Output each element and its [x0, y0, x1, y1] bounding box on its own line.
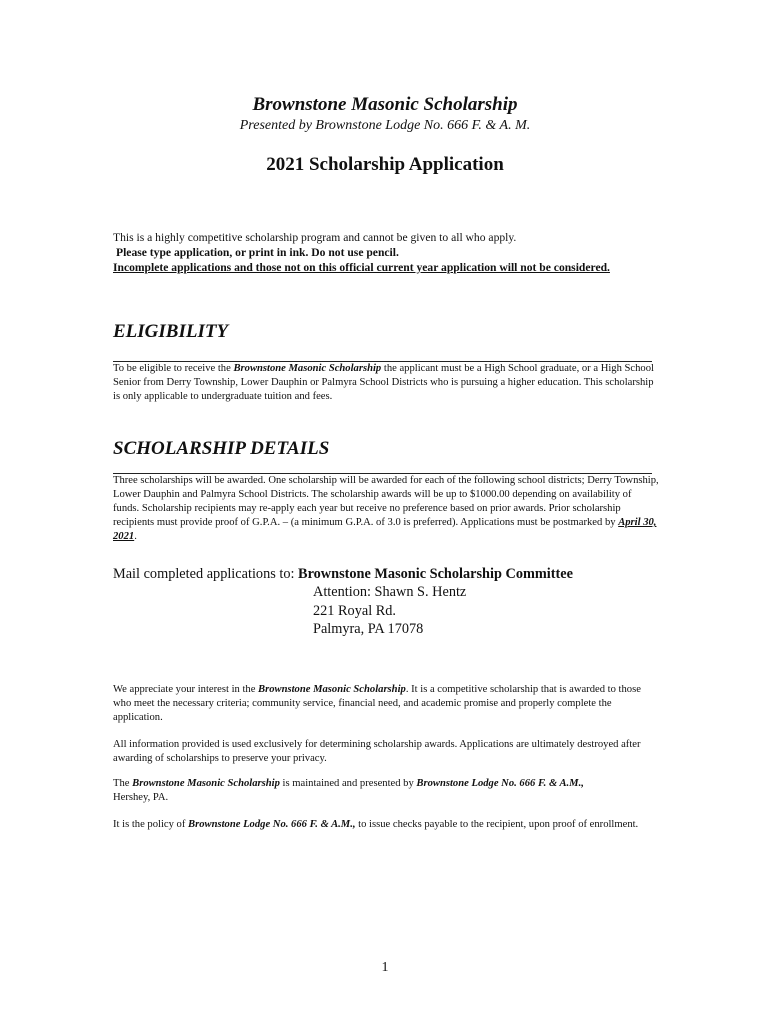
privacy-paragraph: All information provided is used exclusively for determining scholarship awards. Applications are ultimately destroyed after awarding of scholarships to preserve your privacy.: [113, 739, 641, 764]
mail-instruction: [113, 565, 573, 584]
text: It is the policy of: [113, 819, 189, 830]
lodge-name: Brownstone Lodge No. 666 F. & A.M.,: [416, 778, 584, 789]
address-attention: Attention: Shawn S. Hentz: [313, 584, 467, 600]
scholarship-name: Brownstone Masonic Scholarship: [132, 778, 280, 789]
maintained-paragraph: [113, 777, 659, 805]
incomplete-warning: Incomplete applications and those not on this official current year application will not be considered.: [113, 261, 610, 274]
mailing-address: [313, 583, 466, 639]
deadline: April 30, 2021: [113, 517, 657, 542]
page-number: 1: [381, 960, 389, 975]
mail-label: Mail completed applications to:: [113, 566, 299, 582]
policy-paragraph: [113, 818, 659, 832]
lodge-name: Brownstone Lodge No. 666 F. & A.M.,: [188, 819, 356, 830]
text: the applicant must be a High School graduate, or a High School Senior from Derry Township, Lower Dauphin or Palmyra School Districts who is pursuing a higher education. This scholarship is only applicable to undergraduate tuition and fees.: [113, 363, 654, 402]
document-title: Brownstone Masonic Scholarship: [252, 94, 518, 115]
document-subtitle: Presented by Brownstone Lodge No. 666 F. & A. M.: [239, 118, 531, 133]
mail-recipient: Brownstone Masonic Scholarship Committee: [298, 566, 573, 582]
text: Three scholarships will be awarded. One scholarship will be awarded for each of the following school districts; Derry Township, Lower Dauphin and Palmyra School Districts. The scholarship awards will be up to $1000.00 depending on availability of funds. Scholarship recipients may re-apply each year but receive no preference based on prior awards. Prior scholarship recipients must provide proof of G.P.A. – (a minimum G.P.A. of 3.0 is preferred). Applications must be postmarked by: [113, 475, 659, 528]
text: To be eligible to receive the: [113, 363, 234, 374]
scholarship-name: Brownstone Masonic Scholarship: [258, 684, 406, 695]
intro-line: This is a highly competitive scholarship program and cannot be given to all who apply.: [113, 231, 517, 244]
text: We appreciate your interest in the: [113, 684, 259, 695]
ink-instruction: Please type application, or print in ink. Do not use pencil.: [116, 246, 399, 259]
text: .: [134, 531, 137, 542]
intro-notice: [113, 230, 673, 275]
text: is maintained and presented by: [279, 778, 417, 789]
address-city: Palmyra, PA 17078: [313, 621, 424, 637]
details-text: [113, 474, 659, 544]
details-heading: SCHOLARSHIP DETAILS: [113, 438, 330, 459]
text: to issue checks payable to the recipient, upon proof of enrollment.: [355, 819, 639, 830]
scholarship-name: Brownstone Masonic Scholarship: [233, 363, 382, 374]
appreciation-paragraph: [113, 683, 659, 725]
text: . It is a competitive scholarship that is awarded to those who meet the necessary criteria; community service, financial need, and academic promise and properly complete the application.: [113, 684, 641, 723]
text: Hershey, PA.: [113, 792, 169, 803]
eligibility-heading: ELIGIBILITY: [113, 321, 229, 342]
text: The: [113, 778, 133, 789]
address-street: 221 Royal Rd.: [313, 602, 397, 619]
application-title: 2021 Scholarship Application: [266, 154, 504, 175]
eligibility-text: [113, 362, 659, 404]
